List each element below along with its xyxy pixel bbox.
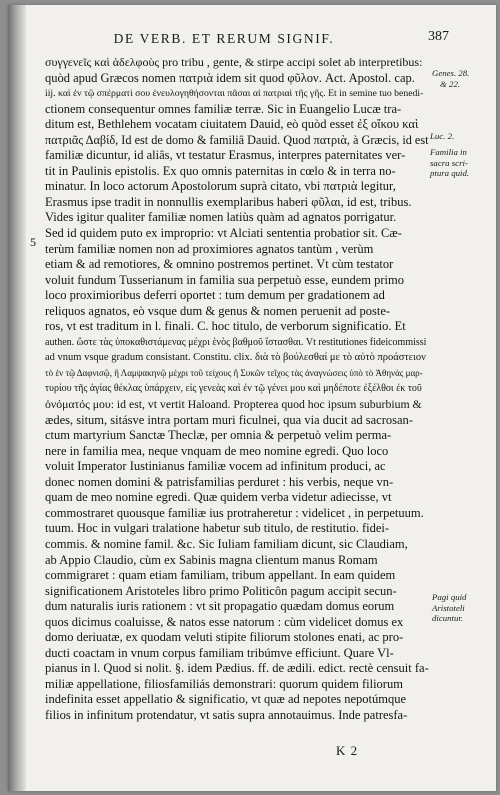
text-line: domo deriuatæ, ex quodam veluti stipite filiorum stolones enati, ac pro-: [45, 630, 404, 645]
page-number: 387: [428, 29, 449, 44]
margin-note-pagi: [432, 592, 466, 624]
margin-note-line: Pagi quid: [432, 592, 467, 602]
margin-note-line: Aristoteli: [432, 602, 465, 613]
text-line: ædes, situm, sitásve intra portam muri ficulnei, qua via ducit ad sacrosan-: [45, 412, 413, 427]
book-page: [8, 5, 496, 791]
running-title: DE VERB. ET RERUM SIGNIF.: [113, 31, 335, 46]
text-line: τὸ ἐν τῷ Δαφνισῷ, ἢ Λαμψακηνῷ μέχρι τοῦ τείχους ἢ Συκῶν τεῖχος τὰς ἀναγνώσεις ὑπὸ τὸ Ἀθηνὰς μαρ-: [45, 367, 423, 378]
line-marker-number: 5: [30, 235, 36, 249]
margin-note-line: Genes. 28.: [432, 68, 470, 78]
text-line: commigraret : quam etiam familiam, tribum appellant. In eam quidem: [45, 568, 396, 583]
book-gutter-shadow: [8, 5, 26, 791]
text-line: quòd apud Græcos nomen πατριὰ idem sit quod φῦλον. Act. Apostol. cap.: [45, 70, 415, 85]
text-line: donec nomen domini & patrisfamilias perduret : his verbis, neque vn-: [45, 474, 394, 489]
text-line: ros, vt est traditum in l. finali. C. hoc titulo, de verborum significatio. Et: [45, 319, 406, 334]
text-line: voluit Imperator Iustinianus familiæ vocem ad infinitum produci, ac: [45, 459, 386, 474]
text-line: commis. & nomine famil. &c. Sic Iuliam familiam dicunt, sic Claudiam,: [45, 536, 408, 551]
margin-note-line: Familia in: [430, 147, 467, 157]
margin-note-familia: [430, 147, 469, 179]
text-line: significationem Aristoteles libro primo Politicôn pagum accipit secun-: [45, 583, 397, 598]
text-line: tit in Paulinis epistolis. Ex quo omnis paternitas in cœlo & in terra no-: [45, 163, 396, 178]
margin-note-genes: [432, 68, 469, 89]
text-line: quam de meo nomine egredi. Quæ quidem verba videtur adiecisse, vt: [45, 490, 392, 505]
text-line: filios in infinitum protendatur, vt satis supra annotauimus. Inde patresfa-: [45, 707, 408, 722]
body-text: [45, 55, 429, 724]
text-line: τυρίου τῆς ἁγίας θέκλας ὑπάρχειν, εἰς γενεὰς καὶ ἐν τῷ γένει μου καὶ μηδέποτε ἐξέλθοι ἐκ τοῦ: [45, 383, 422, 395]
text-line: reliquos agnatos, eò vsque dum & genus & nomen peruenit ad poste-: [45, 303, 391, 318]
text-line: Vides igitur qualiter familiæ nomen latiùs quàm ad agnatos porrigatur.: [45, 210, 397, 225]
text-line: nere in familia mea, neque vnquam de meo nomine egredi. Quo loco: [45, 443, 389, 458]
text-line: ducti coactam in vnum corpus familiam tribúmve efficiunt. Quare Vl-: [45, 645, 394, 660]
text-line: Sed id quidem puto ex improprio: vt Alciati sententia probatior sit. Cæ-: [45, 226, 402, 241]
text-line: ὀνόματός μου: id est, vt vertit Haloand. Propterea quod hoc ipsum suburbium &: [45, 398, 422, 412]
margin-note-line: ptura quid.: [430, 168, 470, 178]
text-line: commostraret quousque familiæ ius protraheretur : videlicet , in perpetuum.: [45, 505, 424, 520]
margin-note-line: sacra scri-: [430, 157, 468, 168]
margin-note-line: Luc. 2.: [430, 131, 455, 141]
text-line: ditum est, Bethlehem vocatam ciuitatem Dauid, eò quòd esset ἐξ οἴκου καὶ: [45, 117, 419, 132]
margin-note-line: dicuntur.: [432, 613, 464, 623]
text-line: Erasmus ipse tradit in nonnullis exemplaribus haberi φῦλαι, id est, tribus.: [45, 194, 412, 209]
text-line: ad vnum vsque gradum consistant. Constitu. clix. διὰ τὸ βούλεσθαί με τὸ αὐτὸ προάστειον: [45, 352, 426, 364]
text-line: iij. καὶ ἐν τῷ σπέρματί σου ἐνευλογηθήσονται πᾶσαι αἱ πατριαὶ τῆς γῆς. Et in semine tuo benedi-: [45, 88, 424, 100]
margin-note-luc: [430, 131, 454, 142]
text-line: ctum martyrium Sanctæ Theclæ, per omnia & perpetuò velim perma-: [45, 428, 392, 443]
text-line: ctionem consequentur omnes familiæ terræ. Sic in Euangelio Lucæ tra-: [45, 101, 402, 116]
text-line: pianus in l. Quod si nolit. §. idem Pædius. ff. de ædili. edict. rectè censuit fa-: [45, 661, 429, 676]
margin-note-line: & 22.: [440, 78, 461, 89]
text-line: πατριᾶς Δαβίδ, Id est de domo & familiâ Dauid. Quod πατριὰ, à Græcis, id est: [45, 132, 429, 147]
text-line: συγγενεῖς καὶ ἀδελφοὺς pro tribu , gente, & stirpe accipi solet ab interpretibus:: [45, 55, 423, 69]
text-line: authen. ὥστε τὰς ὑποκαθιστάμενας μέχρι ἑνὸς βαθμοῦ ἵστασθαι. Vt restitutiones fideicommissi: [45, 336, 427, 348]
text-line: terùm familiæ nomen non ad proximiores agnatos tantùm , verùm: [45, 241, 374, 256]
text-line: minatur. In loco actorum Apostolorum suprà citato, vbi πατριὰ legitur,: [45, 179, 396, 194]
text-line: miliæ appellatione, filiosfamiliás demonstrari: quorum quidem filiorum: [45, 676, 403, 691]
text-line: tuum. Hoc in vulgari tralatione habetur sub titulo, de restitutio. fidei-: [45, 521, 390, 536]
text-line: voluit fundum Tusserianum in familia sua perpetuò esse, eundem primo: [45, 272, 404, 287]
text-line: ab Appio Claudio, cùm ex Sabinis magna clientum manus Romam: [45, 552, 378, 567]
text-line: etiam & ad remotiores, & omnino postremos pertinet. Vt cùm testator: [45, 257, 394, 272]
text-line: quos dicimus coaluisse, & natos esse natorum : cùm videlicet domus ex: [45, 614, 404, 629]
text-line: loco proximioribus deferri oportet : tum demum per gradationem ad: [45, 288, 385, 303]
text-line: familiæ dicuntur, id aliâs, vt testatur Erasmus, interpres paternitates ver-: [45, 148, 406, 163]
signature-mark: K 2: [336, 743, 359, 758]
text-line: indefinita esset appellatio & significatio, vt quæ ad nepotes nepotúmque: [45, 692, 407, 707]
text-line: dum naturalis iuris rationem : vt sit propagatio quædam domus eorum: [45, 599, 395, 614]
